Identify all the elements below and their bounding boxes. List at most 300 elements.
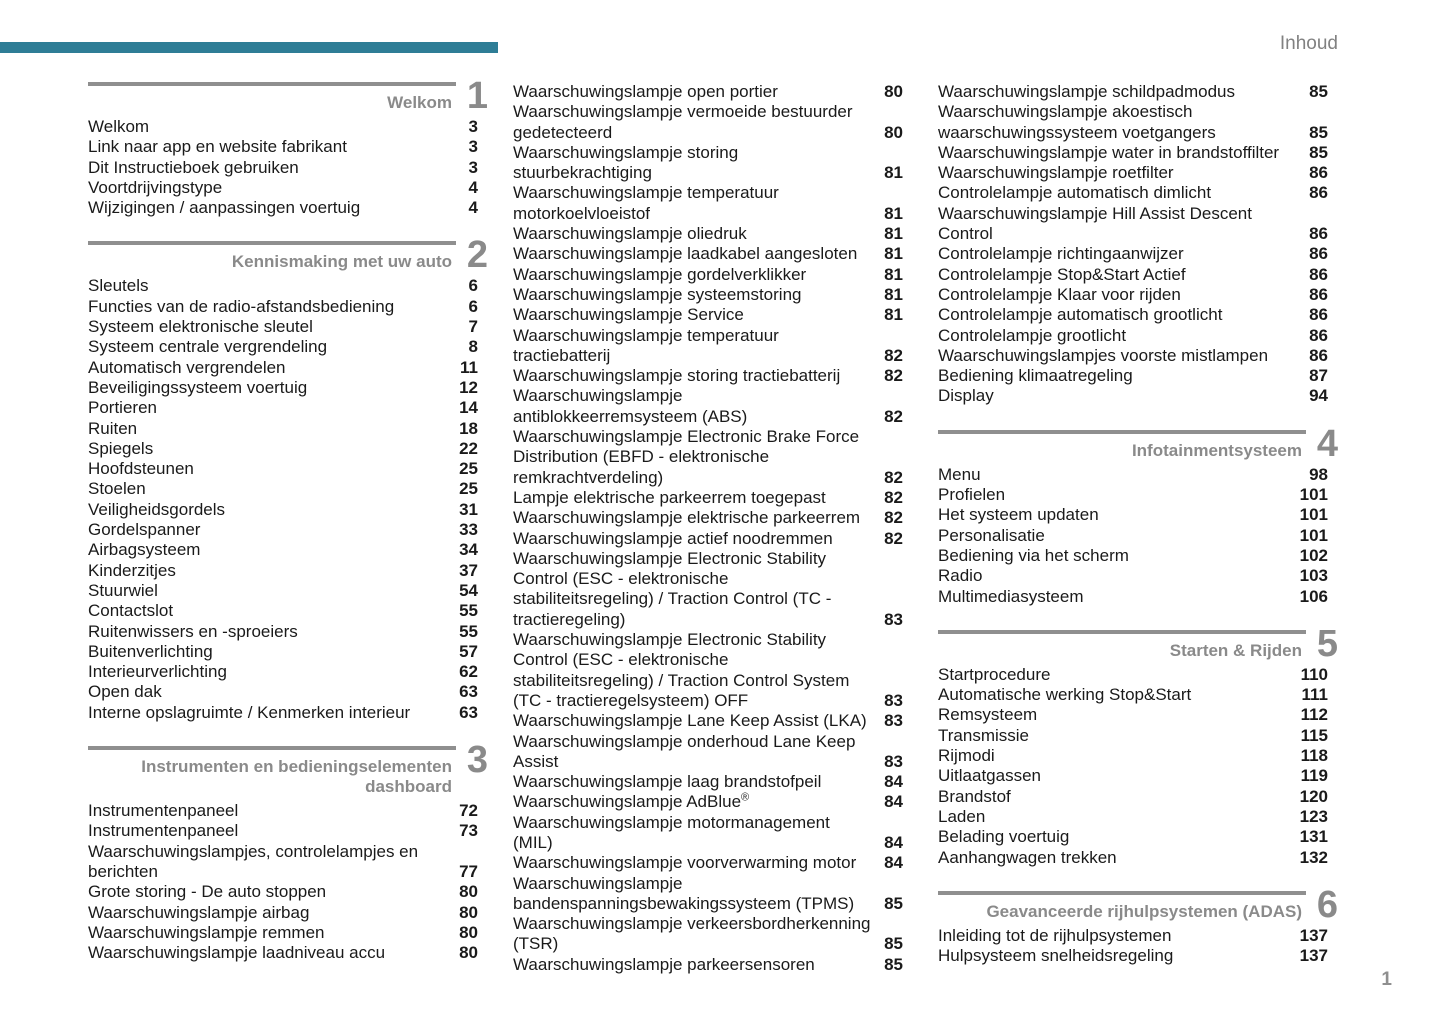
toc-entry-label: Waarschuwingslampje antiblokkeerremsysteem (ABS) [513,386,748,426]
toc-entry [938,102,1328,143]
toc-entry-page: 82 [884,528,903,548]
toc-entry-page: 137 [1299,925,1328,945]
toc-entry-label: Rijmodi [938,746,995,766]
toc-entry-page: 82 [884,406,903,426]
toc-entry-label: Inleiding tot de rijhulpsystemen [938,925,1172,945]
toc-entry [938,505,1328,525]
toc-entry-page: 3 [468,117,478,136]
chapter-number: 6 [1316,883,1338,926]
toc-entry-label: Waarschuwingslampje temperatuur motorkoelvloeistof [513,183,779,223]
toc-entry-label: Waarschuwingslampje laag brandstofpeil [513,772,822,792]
toc-entry-label: Personalisatie [938,525,1045,545]
toc-entry [513,732,903,773]
toc-entry-label: Welkom [88,117,150,136]
toc-entry-page: 80 [459,922,478,942]
toc-entry [513,244,903,264]
toc-entry-page: 73 [459,821,478,841]
toc-entry-page: 86 [1309,345,1328,365]
toc-entry-page: 57 [459,641,478,661]
toc-entry-label: Brandstof [938,786,1011,806]
toc-entry-label: Profielen [938,485,1006,505]
section-rule [88,82,456,86]
toc-entry-label: Beveiligingssysteem voertuig [88,377,308,397]
toc-entry-label: Waarschuwingslampjes voorste mistlampen [938,345,1269,365]
toc-entry [938,143,1328,163]
toc-entry [88,337,478,357]
accent-bar [0,42,498,53]
toc-entry [938,386,1328,406]
toc-entry [513,265,903,285]
toc-entry-page: 86 [1309,325,1328,345]
toc-entry-label: Spiegels [88,438,154,458]
toc-entry-label: Waarschuwingslampje Hill Assist Descent Control [938,203,1252,244]
toc-entry-page: 86 [1309,264,1328,284]
toc-entry [88,622,478,642]
toc-entry-label: Multimediasysteem [938,586,1084,606]
toc-entry-label: Het systeem updaten [938,505,1099,525]
section-header [938,883,1338,926]
toc-entry-label: Wijzigingen / aanpassingen voertuig [88,198,361,218]
toc-entry [513,102,903,143]
toc-entry-label: Functies van de radio-afstandsbediening [88,296,395,316]
toc-entry [88,117,478,137]
toc-entry-label: Hulpsysteem snelheidsregeling [938,946,1174,966]
toc-entry-label: Startprocedure [938,664,1051,684]
toc-column-2 [513,82,903,975]
toc-entry [513,711,903,731]
toc-entry-label: Waarschuwingslampje AdBlue® [513,791,750,812]
toc-section [88,739,488,963]
toc-entry [88,923,478,943]
toc-entry-page: 86 [1309,305,1328,325]
toc-entry [88,882,478,902]
toc-entry-label: Waarschuwingslampje roetfilter [938,163,1174,183]
toc-entry [88,276,478,296]
toc-entry [88,682,478,702]
toc-entry [88,297,478,317]
toc-entry [513,853,903,873]
toc-entry [88,178,478,198]
toc-entry-label: Waarschuwingslampje laadniveau accu [88,943,386,963]
toc-entry-label: Ruiten [88,418,138,438]
toc-entry [513,427,903,488]
toc-entry-page: 82 [884,487,903,507]
toc-entry-label: Transmissie [938,725,1029,745]
toc-entry [938,746,1328,766]
chapter-number: 4 [1316,422,1338,465]
toc-entry [938,183,1328,203]
toc-entry-page: 83 [884,711,903,731]
toc-entry [513,792,903,812]
toc-entry-label: Bediening klimaatregeling [938,366,1133,386]
toc-entry-page: 101 [1299,505,1328,525]
toc-entry-label: Stuurwiel [88,580,158,600]
toc-entry-page: 7 [468,317,478,337]
toc-entry-page: 102 [1299,545,1328,565]
toc-entry [938,485,1328,505]
toc-entry-page: 82 [884,366,903,386]
toc-entry [88,561,478,581]
toc-entry-label: Interne opslagruimte / Kenmerken interieur [88,702,411,722]
toc-entry-group [513,82,903,975]
toc-entry [938,685,1328,705]
toc-entry-label: Waarschuwingslampje systeemstoring [513,284,802,304]
registered-mark: ® [741,791,750,804]
toc-entry-label: Waarschuwingslampje parkeersensoren [513,954,815,974]
toc-entry-page: 84 [884,792,903,812]
toc-entry-label: Automatische werking Stop&Start [938,685,1192,705]
toc-entry-page: 25 [459,479,478,499]
toc-entry [88,540,478,560]
toc-entry-page: 63 [459,682,478,702]
toc-column-3 [938,82,1338,966]
toc-entry-page: 80 [884,82,903,101]
section-header [938,622,1338,665]
toc-entry-page: 85 [1309,82,1328,101]
toc-entry-page: 82 [884,345,903,365]
toc-entry-label: Waarschuwingslampje temperatuur tractiebatterij [513,325,779,365]
toc-entry [513,183,903,224]
toc-entry-label: Controlelampje automatisch dimlicht [938,183,1212,203]
toc-entry [513,813,903,854]
toc-entry [513,285,903,305]
toc-entry [938,827,1328,847]
toc-entry [88,642,478,662]
toc-entry [938,163,1328,183]
toc-entry-label: Airbagsysteem [88,540,201,560]
toc-entry-page: 8 [468,337,478,357]
toc-entry [88,419,478,439]
toc-entry-page: 85 [1309,122,1328,142]
toc-entry [938,946,1328,966]
toc-entry-page: 110 [1300,664,1328,684]
toc-entry [513,143,903,184]
toc-entry [938,766,1328,786]
toc-entry-page: 86 [1309,284,1328,304]
toc-entry-page: 137 [1299,946,1328,966]
toc-section [88,234,488,723]
toc-entry-page: 54 [459,580,478,600]
toc-entry-page: 25 [459,459,478,479]
toc-entry-label: Portieren [88,398,157,418]
page-number: 1 [1381,969,1392,990]
toc-entry [88,903,478,923]
toc-entry-label: Controlelampje automatisch grootlicht [938,305,1223,325]
toc-entry-page: 80 [884,122,903,142]
toc-entry [938,665,1328,685]
toc-entry-page: 103 [1299,566,1328,586]
toc-entry-label: Ruitenwissers en -sproeiers [88,621,298,641]
section-rule [88,241,456,245]
toc-entry-label: Display [938,386,994,406]
toc-entry-page: 81 [884,264,903,284]
toc-section [938,622,1338,868]
chapter-number: 2 [466,234,488,277]
toc-entry-page: 83 [884,690,903,710]
toc-entry-label: Interieurverlichting [88,662,227,682]
toc-entry-group [938,82,1328,407]
toc-entry-label: Waarschuwingslampje akoestisch waarschuwingssysteem voetgangers [938,102,1216,142]
toc-entry-label: Stoelen [88,479,146,499]
section-title: Geavanceerde rijhulpsystemen (ADAS) [986,901,1302,921]
toc-entry-label: Waarschuwingslampje Electronic Stability Control (ESC - elektronische stabiliteitsregeling) / Traction Control (TC - tractieregeling) [513,548,832,629]
toc-entry-page: 4 [468,177,478,197]
toc-entry-label: Waarschuwingslampje water in brandstoffilter [938,142,1280,162]
toc-entry-label: Instrumentenpaneel [88,801,239,821]
toc-entry [513,224,903,244]
toc-entry-page: 31 [459,499,478,519]
toc-entry-label: Waarschuwingslampje open portier [513,82,778,101]
toc-entry [938,346,1328,366]
section-header [938,422,1338,465]
toc-entry-page: 62 [459,662,478,682]
toc-entry-page: 82 [884,508,903,528]
toc-entry-page: 3 [468,157,478,177]
toc-entry-label: Gordelspanner [88,520,201,540]
toc-entry-page: 80 [459,943,478,963]
toc-entry-page: 86 [1309,244,1328,264]
toc-entry-page: 34 [459,540,478,560]
toc-entry-page: 11 [460,357,478,377]
toc-entry-page: 131 [1299,827,1328,847]
toc-entry-page: 106 [1299,586,1328,606]
section-title: Starten & Rijden [1169,640,1302,660]
page-header-title: Inhoud [1279,33,1338,54]
toc-entry [938,807,1328,827]
toc-entry-label: Waarschuwingslampje storing stuurbekrachtiging [513,142,739,183]
toc-entry-page: 85 [1309,142,1328,162]
section-title: Kennismaking met uw auto [231,252,452,272]
toc-entry-label: Belading voertuig [938,827,1070,847]
toc-entry-label: Controlelampje Stop&Start Actief [938,264,1186,284]
toc-entry-label: Waarschuwingslampje bandenspanningsbewakingssysteem (TPMS) [513,873,855,913]
toc-entry-page: 84 [884,772,903,792]
section-rule [938,630,1306,634]
toc-entry-page: 111 [1301,685,1328,705]
toc-entry-label: Contactslot [88,601,174,621]
toc-entry [938,587,1328,607]
toc-entry-page: 85 [884,954,903,974]
toc-entry-page: 4 [468,198,478,218]
toc-entry-page: 81 [884,284,903,304]
toc-entry [88,801,478,821]
toc-entry-page: 119 [1300,766,1328,786]
toc-entry [938,285,1328,305]
toc-entry-label: Hoofdsteunen [88,459,194,479]
toc-entry-label: Controlelampje grootlicht [938,325,1127,345]
toc-entry-label: Waarschuwingslampje vermoeide bestuurder gedetecteerd [513,102,853,142]
toc-entry [513,874,903,915]
toc-entry-page: 80 [459,902,478,922]
toc-entry [513,82,903,102]
toc-entry-page: 85 [884,893,903,913]
toc-entry [938,366,1328,386]
toc-entry-label: Waarschuwingslampje laadkabel aangesloten [513,244,858,264]
toc-entry-page: 86 [1309,163,1328,183]
toc-entry-label: Waarschuwingslampje airbag [88,902,310,922]
toc-entry-label: Veiligheidsgordels [88,499,226,519]
toc-entry [513,955,903,975]
section-header [88,234,488,277]
toc-entry [513,508,903,528]
toc-entry-page: 77 [459,861,478,881]
toc-entry [88,601,478,621]
toc-entry-page: 81 [884,163,903,183]
toc-entry-label: Waarschuwingslampje remmen [88,922,325,942]
toc-entry [513,366,903,386]
toc-entry [513,386,903,427]
toc-entry [938,926,1328,946]
toc-entry [938,787,1328,807]
toc-entry-label: Waarschuwingslampje Lane Keep Assist (LKA) [513,711,867,731]
toc-entry-page: 6 [468,296,478,316]
toc-entry [513,326,903,367]
toc-entry [513,549,903,630]
toc-entry [88,398,478,418]
toc-entry [88,439,478,459]
toc-entry [88,479,478,499]
toc-entry [938,566,1328,586]
toc-entry [88,662,478,682]
chapter-number: 1 [466,75,488,117]
toc-entry-label: Waarschuwingslampje gordelverklikker [513,264,807,284]
toc-entry-page: 115 [1300,725,1328,745]
toc-entry-label: Lampje elektrische parkeerrem toegepast [513,487,826,507]
toc-entry-page: 33 [459,520,478,540]
toc-entry-page: 37 [459,560,478,580]
toc-entry-page: 14 [459,398,478,418]
toc-entry [938,82,1328,102]
toc-entry-page: 86 [1309,224,1328,244]
section-title: Infotainmentsysteem [1131,440,1302,460]
toc-entry-label: Uitlaatgassen [938,766,1042,786]
toc-entry-page: 18 [459,418,478,438]
toc-entry-label: Grote storing - De auto stoppen [88,882,327,902]
toc-entry-page: 83 [884,751,903,771]
toc-entry [513,914,903,955]
toc-section [938,422,1338,607]
toc-entry-page: 82 [884,467,903,487]
toc-entry-label: Waarschuwingslampje Service [513,305,744,325]
toc-entry-label: Voortdrijvingstype [88,177,223,197]
toc-entry [938,244,1328,264]
toc-entry-label: Menu [938,464,981,484]
toc-entry [88,703,478,723]
toc-entry-label: Waarschuwingslampje Electronic Brake Force Distribution (EBFD - elektronische remkrachtverdeling) [513,427,860,487]
toc-entry-label: Automatisch vergrendelen [88,357,286,377]
toc-entry-page: 72 [459,801,478,821]
section-title: Instrumenten en bedieningselementen [141,757,452,777]
toc-entry [938,726,1328,746]
toc-entry [513,488,903,508]
toc-entry [938,204,1328,245]
toc-entry-page: 123 [1299,806,1328,826]
toc-entry-page: 94 [1309,386,1328,406]
toc-section [938,883,1338,967]
toc-entry-page: 3 [468,137,478,157]
toc-entry-page: 83 [884,609,903,629]
section-title: Welkom [387,93,452,112]
toc-entry-label: Waarschuwingslampje motormanagement (MIL) [513,812,830,852]
section-rule [88,746,456,750]
toc-entry-page: 81 [884,224,903,244]
toc-entry-label: Dit Instructieboek gebruiken [88,157,299,177]
toc-entry-label: Waarschuwingslampje storing tractiebatterij [513,366,841,386]
chapter-number: 3 [466,739,488,782]
toc-entry-page: 81 [884,305,903,325]
toc-entry-page: 101 [1299,525,1328,545]
section-rule [938,430,1306,434]
toc-entry-label: Waarschuwingslampjes, controlelampjes en berichten [88,841,419,881]
toc-entry-label: Systeem elektronische sleutel [88,317,313,337]
toc-entry-page: 98 [1309,464,1328,484]
toc-entry [513,630,903,711]
toc-entry-label: Controlelampje richtingaanwijzer [938,244,1184,264]
toc-entry-page: 112 [1300,705,1328,725]
toc-entry-page: 55 [459,601,478,621]
toc-entry-page: 80 [459,882,478,902]
toc-entry [88,378,478,398]
toc-entry-page: 81 [884,203,903,223]
toc-entry-page: 84 [884,853,903,873]
toc-entry-page: 132 [1299,847,1328,867]
toc-entry-label: Remsysteem [938,705,1038,725]
toc-entry [88,943,478,963]
toc-entry-label: Waarschuwingslampje verkeersbordherkenning (TSR) [513,914,871,954]
toc-entry-page: 87 [1309,366,1328,386]
toc-entry-label: Waarschuwingslampje Electronic Stability Control (ESC - elektronische stabiliteitsregeling) / Traction Control System (TC - tractieregelsysteem) OFF [513,630,850,710]
toc-entry-page: 85 [884,934,903,954]
toc-entry-label: Waarschuwingslampje onderhoud Lane Keep Assist [513,731,856,771]
toc-entry [88,581,478,601]
toc-entry [513,305,903,325]
toc-entry-label: Open dak [88,682,162,702]
toc-column-1 [88,75,488,963]
toc-entry [938,526,1328,546]
toc-entry-label: Waarschuwingslampje oliedruk [513,224,747,244]
toc-entry [938,546,1328,566]
toc-entry-page: 101 [1299,485,1328,505]
toc-entry-label: Radio [938,566,983,586]
toc-entry-label: Waarschuwingslampje schildpadmodus [938,82,1236,101]
section-rule [938,891,1306,895]
chapter-number: 5 [1316,622,1338,665]
toc-entry [938,465,1328,485]
toc-entry [938,705,1328,725]
toc-entry [938,848,1328,868]
toc-entry [513,772,903,792]
toc-entry [938,326,1328,346]
toc-entry [88,137,478,157]
toc-section [88,75,488,218]
toc-entry-page: 118 [1300,746,1328,766]
toc-entry [938,265,1328,285]
toc-entry-page: 86 [1309,183,1328,203]
section-title: dashboard [365,777,452,797]
toc-entry-page: 12 [459,377,478,397]
toc-entry [88,459,478,479]
toc-entry [938,305,1328,325]
toc-entry-label: Systeem centrale vergrendeling [88,337,328,357]
toc-entry-page: 84 [884,832,903,852]
toc-entry-label: Waarschuwingslampje actief noodremmen [513,528,833,548]
toc-entry [88,198,478,218]
toc-entry [88,358,478,378]
section-header [88,75,488,117]
toc-entry [513,529,903,549]
toc-entry-page: 120 [1299,786,1328,806]
toc-entry-page: 55 [459,621,478,641]
